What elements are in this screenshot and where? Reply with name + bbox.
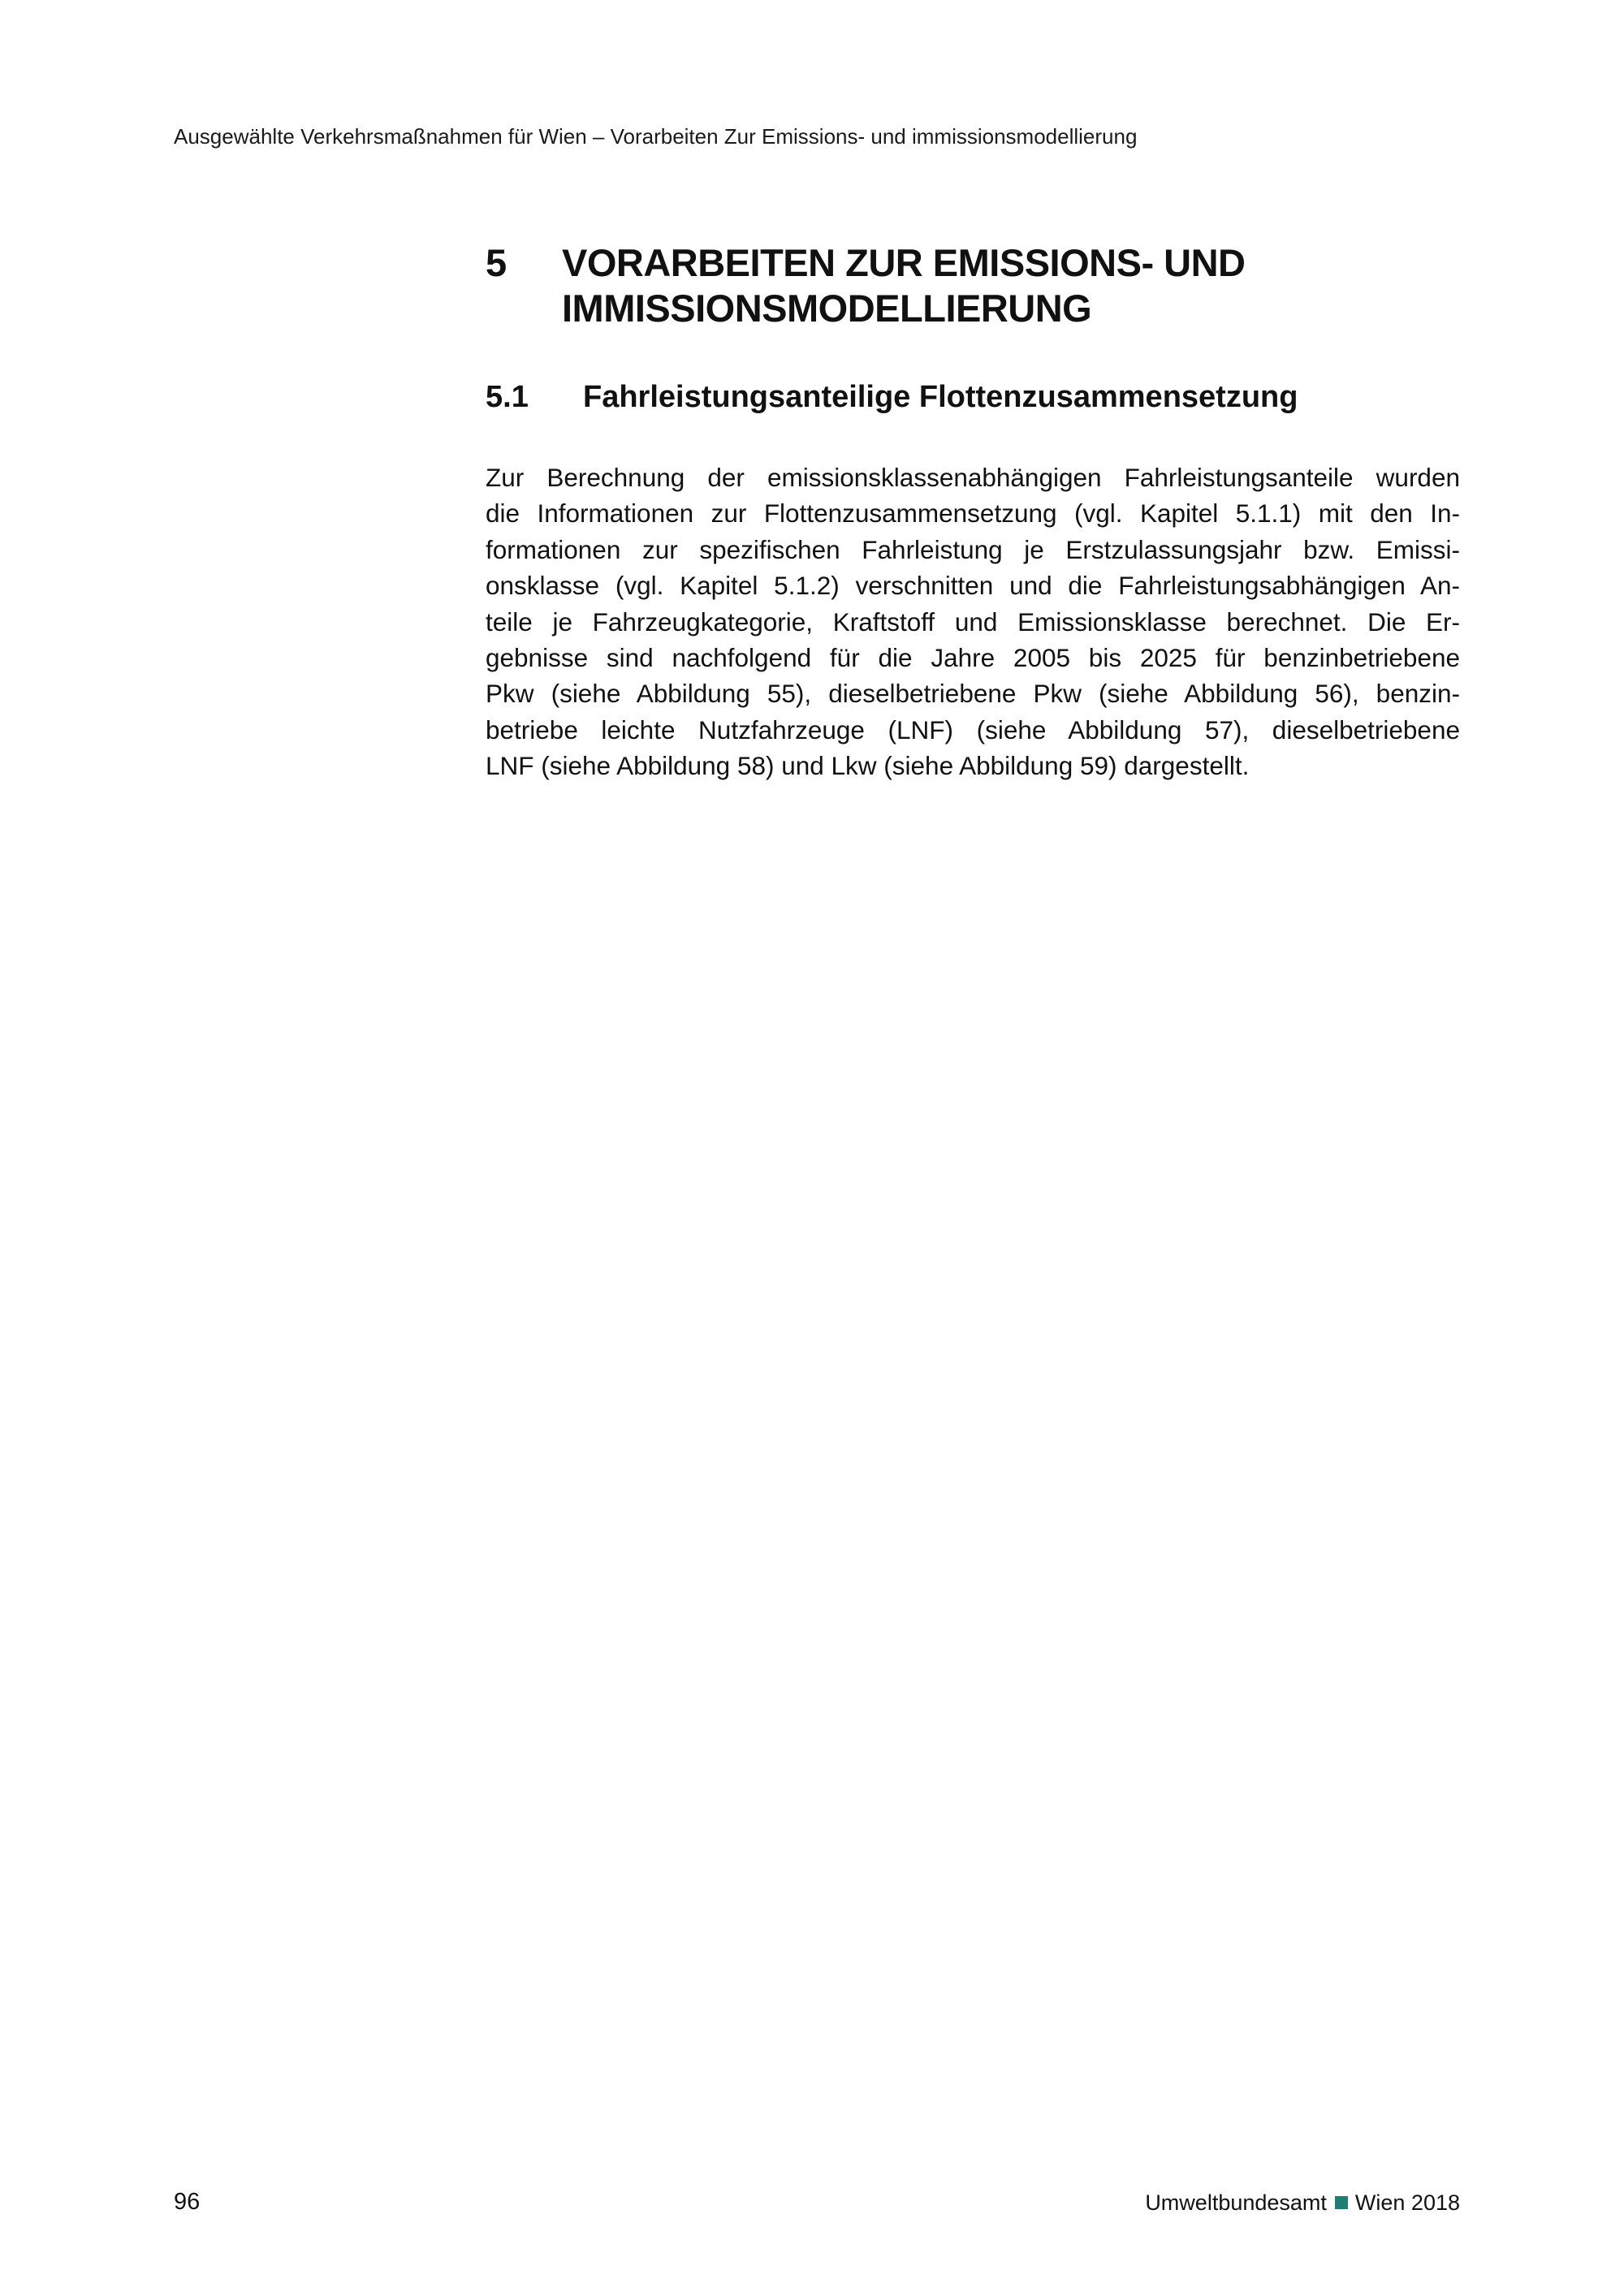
chapter-number: 5 [486,241,507,284]
place-year: Wien 2018 [1354,2190,1460,2215]
section-title: Fahrleistungsanteilige Flottenzusammensetzung [583,380,1298,414]
body-line: onsklasse (vgl. Kapitel 5.1.2) verschnitten und die Fahrleistungsabhängigen An- [486,571,1460,601]
section-heading [486,377,1460,417]
chapter-title-line-1: VORARBEITEN ZUR EMISSIONS- UND [562,241,1246,284]
footer-imprint [1145,2188,1460,2217]
section-number: 5.1 [486,380,529,414]
body-line: teile je Fahrzeugkategorie, Kraftstoff und Emissionsklasse berechnet. Die Er- [486,606,1460,637]
chapter-heading [486,240,1460,331]
publisher-name: Umweltbundesamt [1145,2190,1327,2215]
square-separator-icon [1335,2196,1348,2209]
body-line: die Informationen zur Flottenzusammensetzung (vgl. Kapitel 5.1.1) mit den In- [486,498,1460,529]
body-paragraph [486,460,1460,784]
body-line: formationen zur spezifischen Fahrleistung je Erstzulassungsjahr bzw. Emissi- [486,534,1460,564]
body-line: Pkw (siehe Abbildung 55), dieselbetriebene Pkw (siehe Abbildung 56), benzin- [486,679,1460,709]
body-line: LNF (siehe Abbildung 58) und Lkw (siehe Abbildung 59) dargestellt. [486,751,1250,781]
body-line: betriebe leichte Nutzfahrzeuge (LNF) (siehe Abbildung 57), dieselbetriebene [486,714,1460,744]
running-header: Ausgewählte Verkehrsmaßnahmen für Wien – Vorarbeiten Zur Emissions- und immissionsmodellierung [174,124,1138,149]
chapter-title [562,240,1460,331]
body-line: gebnisse sind nachfolgend für die Jahre 2005 bis 2025 für benzinbetriebene [486,642,1460,672]
body-line: Zur Berechnung der emissionsklassenabhängigen Fahrleistungsanteile wurden [486,463,1460,492]
page-number: 96 [174,2189,201,2215]
chapter-title-line-2: IMMISSIONSMODELLIERUNG [562,287,1092,330]
